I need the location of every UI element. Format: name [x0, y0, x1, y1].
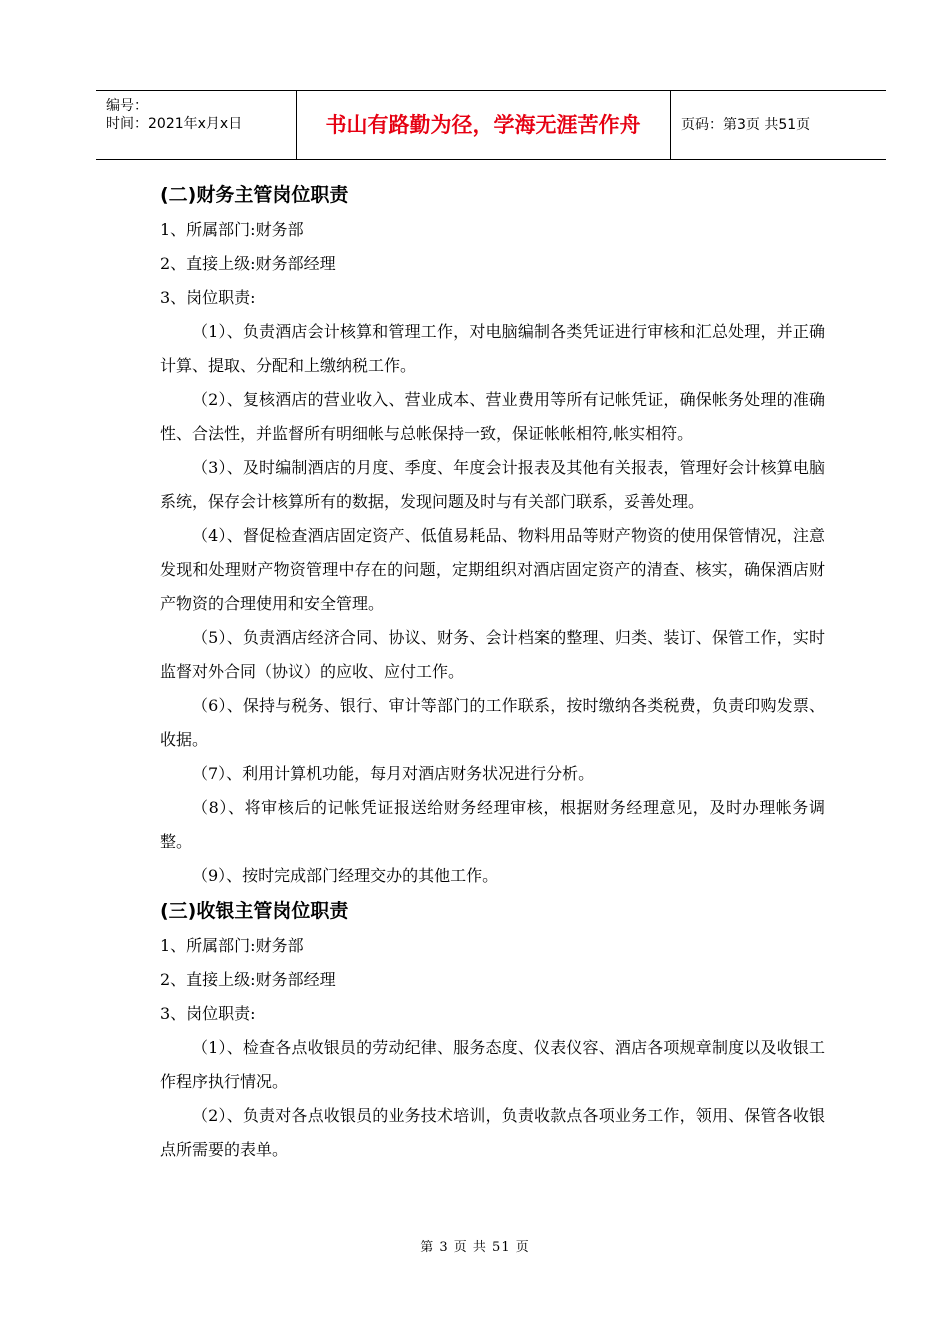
section-title-finance-supervisor: (二)财务主管岗位职责 [160, 184, 349, 206]
duty-item: （2）、复核酒店的营业收入、营业成本、营业费用等所有记帐凭证，确保帐务处理的准确性、合法性，并监督所有明细帐与总帐保持一致，保证帐帐相符,帐实相符。 [160, 390, 825, 443]
duty-item: （7）、利用计算机功能，每月对酒店财务状况进行分析。 [192, 764, 595, 783]
duty-item: （1）、负责酒店会计核算和管理工作，对电脑编制各类凭证进行审核和汇总处理，并正确计算、提取、分配和上缴纳税工作。 [160, 322, 825, 375]
duty-item: （2）、负责对各点收银员的业务技术培训，负责收款点各项业务工作，领用、保管各收银点所需要的表单。 [160, 1106, 825, 1159]
header-motto: 书山有路勤为径，学海无涯苦作舟 [296, 91, 671, 159]
section-title-cashier-supervisor: (三)收银主管岗位职责 [160, 900, 349, 922]
header-page-number: 页码：第3页 共51页 [681, 117, 811, 133]
code-label: 编号： [106, 98, 148, 114]
duty-item: （4）、督促检查酒店固定资产、低值易耗品、物料用品等财产物资的使用保管情况，注意发现和处理财产物资管理中存在的问题，定期组织对酒店固定资产的清查、核实，确保酒店财产物资的合理使用和安全管理。 [160, 526, 825, 613]
superior-line: 2、直接上级:财务部经理 [160, 254, 336, 273]
department-line: 1、所属部门:财务部 [160, 936, 304, 955]
duty-item: （5）、负责酒店经济合同、协议、财务、会计档案的整理、归类、装订、保管工作，实时监督对外合同（协议）的应收、应付工作。 [160, 628, 825, 681]
duties-label: 3、岗位职责: [160, 288, 256, 307]
document-body [160, 177, 825, 1167]
duty-item: （1）、检查各点收银员的劳动纪律、服务态度、仪表仪容、酒店各项规章制度以及收银工作程序执行情况。 [160, 1038, 825, 1091]
superior-line: 2、直接上级:财务部经理 [160, 970, 336, 989]
header-info-cell [96, 91, 297, 159]
page-footer: 第 3 页 共 51 页 [420, 1240, 530, 1255]
duty-item: （3）、及时编制酒店的月度、季度、年度会计报表及其他有关报表，管理好会计核算电脑系统，保存会计核算所有的数据，发现问题及时与有关部门联系，妥善处理。 [160, 458, 825, 511]
duty-item: （9）、按时完成部门经理交办的其他工作。 [192, 866, 499, 885]
department-line: 1、所属部门:财务部 [160, 220, 304, 239]
duties-label: 3、岗位职责: [160, 1004, 256, 1023]
duty-item: （6）、保持与税务、银行、审计等部门的工作联系，按时缴纳各类税费，负责印购发票、收据。 [160, 696, 825, 749]
duty-item: （8）、将审核后的记帐凭证报送给财务经理审核，根据财务经理意见，及时办理帐务调整。 [160, 798, 825, 851]
page-header [96, 90, 886, 160]
date-label: 时间：2021年x月x日 [106, 116, 243, 132]
